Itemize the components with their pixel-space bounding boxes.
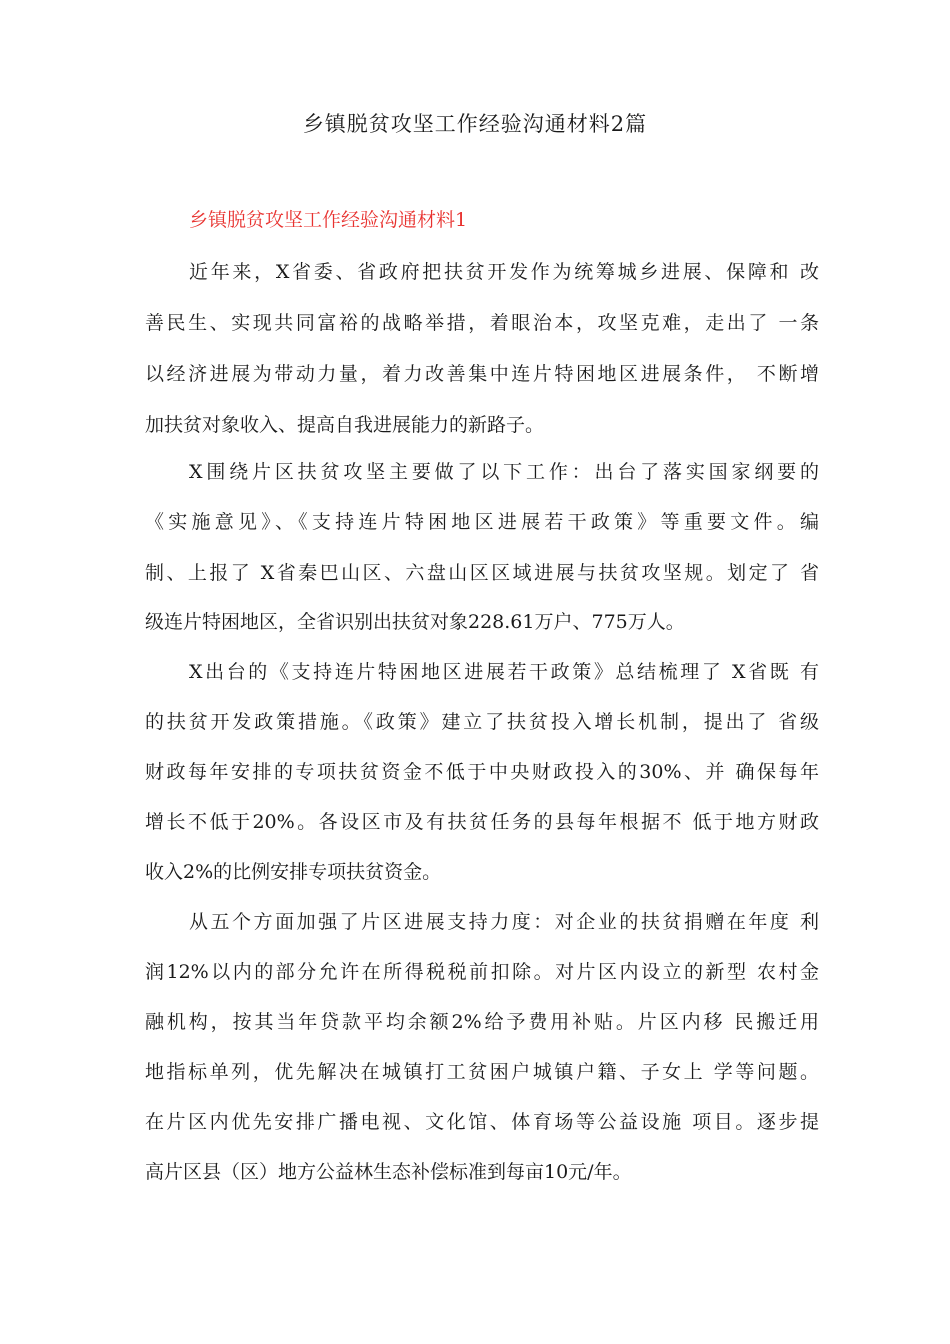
- paragraph-line: 收入2%的比例安排专项扶贫资金。: [145, 861, 442, 883]
- paragraph-line: 级连片特困地区，全省识别出扶贫对象228.61万户、775万人。: [145, 611, 685, 633]
- paragraph-line: 善民生、实现共同富裕的战略举措，着眼治本，攻坚克难，走出了 一条: [145, 312, 819, 334]
- paragraph-line: 高片区县（区）地方公益林生态补偿标准到每亩10元/年。: [145, 1161, 632, 1183]
- paragraph-line: 以经济进展为带动力量，着力改善集中连片特困地区进展条件， 不断增: [145, 363, 819, 385]
- paragraph-line: 融机构，按其当年贷款平均余额2%给予费用补贴。片区内移 民搬迁用: [145, 1011, 819, 1033]
- paragraph-line: 制、上报了 X省秦巴山区、六盘山区区域进展与扶贫攻坚规。划定了 省: [145, 562, 819, 584]
- paragraph-line: 从五个方面加强了片区进展支持力度：对企业的扶贫捐赠在年度 利: [189, 911, 819, 933]
- section-heading: 乡镇脱贫攻坚工作经验沟通材料1: [189, 209, 468, 231]
- paragraph-line: 在片区内优先安排广播电视、文化馆、体育场等公益设施 项目。逐步提: [145, 1111, 819, 1133]
- paragraph-line: 的扶贫开发政策措施。《政策》建立了扶贫投入增长机制，提出了 省级: [145, 711, 819, 733]
- paragraph-line: 加扶贫对象收入、提高自我进展能力的新路子。: [145, 414, 545, 436]
- paragraph-line: 《实施意见》、《支持连片特困地区进展若干政策》等重要文件。编: [145, 511, 819, 533]
- paragraph-line: X出台的《支持连片特困地区进展若干政策》总结梳理了 X省既 有: [189, 661, 819, 683]
- paragraph-line: 财政每年安排的专项扶贫资金不低于中央财政投入的30%、并 确保每年: [145, 761, 819, 783]
- paragraph-line: 润12%以内的部分允许在所得税税前扣除。对片区内设立的新型 农村金: [145, 961, 819, 983]
- paragraph-line: X围绕片区扶贫攻坚主要做了以下工作：出台了落实国家纲要的: [189, 461, 819, 483]
- paragraph-line: 增长不低于20%。各设区市及有扶贫任务的县每年根据不 低于地方财政: [145, 811, 819, 833]
- paragraph-line: 近年来，X省委、省政府把扶贫开发作为统筹城乡进展、保障和 改: [189, 261, 819, 283]
- document-title: 乡镇脱贫攻坚工作经验沟通材料2篇: [302, 112, 648, 136]
- paragraph-line: 地指标单列，优先解决在城镇打工贫困户城镇户籍、子女上 学等问题。: [145, 1061, 819, 1083]
